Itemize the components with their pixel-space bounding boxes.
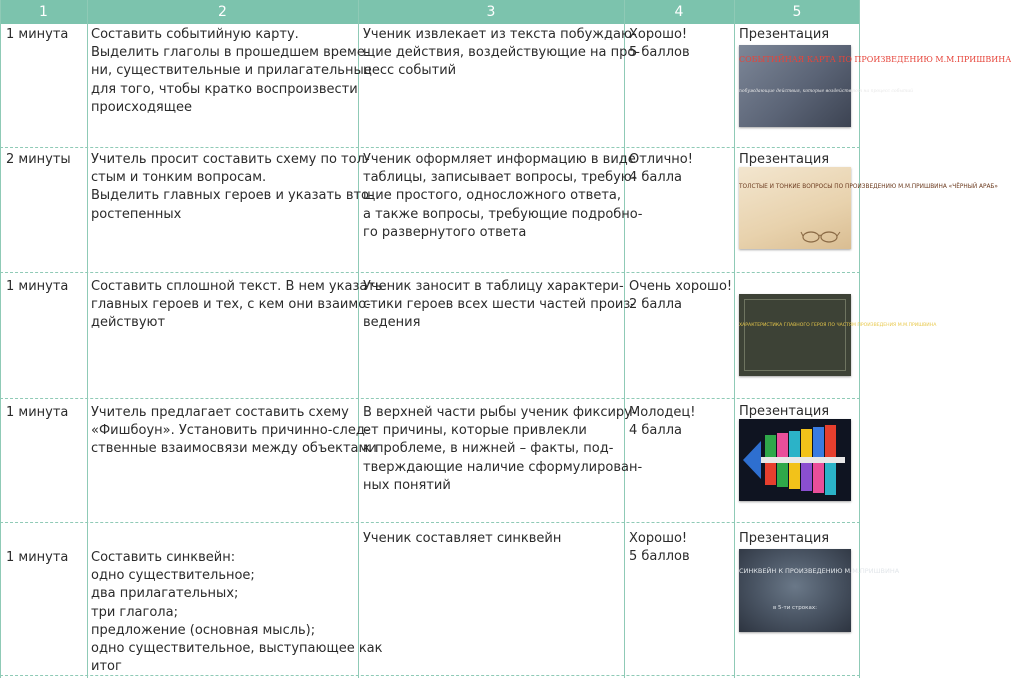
- slide-title-line: ХАРАКТЕРИСТИКА ГЛАВНОГО ГЕРОЯ: [739, 323, 827, 328]
- glasses-icon: [801, 227, 841, 245]
- grid-vline: [734, 0, 735, 678]
- slide-subtitle: [739, 89, 914, 95]
- text-line: го развернутого ответа: [363, 224, 527, 240]
- header-col-3: 3: [486, 4, 496, 20]
- grid-vline: [87, 0, 88, 678]
- grade-text: Хорошо!: [629, 531, 688, 546]
- slide-subtitle-line: в 5-ти строках:: [773, 605, 817, 611]
- slide-title-line: М.М.ПРИШВИНА: [844, 567, 900, 575]
- text-line: одно существительное, выступающее как: [91, 641, 383, 657]
- row-4-time: 1 минута: [6, 405, 69, 420]
- row-2-grade: [629, 151, 693, 187]
- table-header: [0, 0, 860, 24]
- slide-title-line: М.М.ПРИШВИНА: [935, 55, 1011, 64]
- row-1-student-action: [363, 26, 640, 81]
- row-5-student-action: [363, 530, 561, 548]
- text-line: Составить сплошной текст. В нем указать: [91, 279, 383, 294]
- text-line: ни, существительные и прилагательные: [91, 63, 372, 79]
- text-line: Ученик оформляет информацию в виде: [363, 152, 636, 167]
- slide-subtitle-line: побуждающие действия, которые: [739, 89, 825, 94]
- fishbone-bar: [789, 431, 800, 457]
- text-line: для того, чтобы кратко воспроизвести: [91, 81, 358, 97]
- text-line: три глагола;: [91, 604, 178, 620]
- grid-vline: [624, 0, 625, 678]
- grade-text: Молодец!: [629, 405, 696, 420]
- text-line: Ученик заносит в таблицу характери-: [363, 279, 624, 294]
- slide-title-line: ПО ЧАСТЯМ ПРОИЗВЕДЕНИЯ: [827, 323, 897, 328]
- row-4-resource-label: Презентация: [739, 404, 830, 419]
- text-line: стики героев всех шести частей произ-: [363, 297, 635, 313]
- grade-text: Хорошо!: [629, 27, 688, 42]
- text-line: предложение (основная мысль);: [91, 622, 316, 638]
- text-line: Ученик извлекает из текста побуждаю-: [363, 27, 637, 42]
- fishbone-bar: [765, 463, 776, 485]
- text-line: ет причины, которые привлекли: [363, 423, 587, 439]
- slide-thumbnail-cinquain[interactable]: [739, 549, 900, 632]
- text-line: Ученик составляет синквейн: [363, 531, 562, 546]
- text-line: тверждающие наличие сформулирован-: [363, 459, 643, 475]
- slide-title: [739, 567, 900, 576]
- text-line: щие действия, воздействующие на про-: [363, 45, 640, 61]
- row-5-teacher-action: [91, 549, 383, 676]
- slide-title-line: ПО ПРОИЗВЕДЕНИЮ: [838, 55, 933, 64]
- row-2-time: 2 минуты: [6, 152, 71, 167]
- points-text: 4 балла: [629, 423, 682, 439]
- text-line: ростепенных: [91, 206, 182, 222]
- grade-text: Отлично!: [629, 152, 693, 167]
- row-2-resource-label: Презентация: [739, 152, 830, 167]
- text-line: Выделить глаголы в прошедшем време-: [91, 45, 370, 61]
- slide-title-line: ВОПРОСЫ ПО ПРОИЗВЕДЕНИЮ: [802, 184, 897, 190]
- row-3-time: 1 минута: [6, 279, 69, 294]
- fishbone-bar: [813, 463, 824, 493]
- fish-spine: [761, 457, 845, 463]
- text-line: Выделить главных героев и указать вто-: [91, 188, 374, 204]
- fishbone-bar: [801, 429, 812, 457]
- slide-thumbnail-questions[interactable]: [739, 167, 998, 249]
- fishbone-bar: [777, 433, 788, 457]
- points-text: 5 баллов: [629, 549, 690, 565]
- row-1-grade: [629, 26, 690, 62]
- fishbone-bar: [765, 435, 776, 457]
- slide-title-line: «ЧЁРНЫЙ АРАБ»: [948, 184, 998, 190]
- fishbone-bar: [801, 463, 812, 491]
- text-line: действуют: [91, 315, 166, 331]
- row-3-grade: [629, 278, 732, 314]
- text-line: таблицы, записывает вопросы, требую-: [363, 170, 637, 186]
- row-divider: [0, 147, 860, 148]
- text-line: Учитель предлагает составить схему: [91, 405, 349, 420]
- row-2-teacher-action: [91, 151, 374, 224]
- slide-title-line: М.М.ПРИШВИНА: [898, 184, 947, 190]
- text-line: Составить синквейн:: [91, 550, 236, 565]
- header-col-2: 2: [218, 4, 227, 20]
- grid-vline: [859, 0, 860, 678]
- points-text: 4 балла: [629, 170, 682, 186]
- row-1-resource-label: Презентация: [739, 27, 830, 42]
- points-text: 5 баллов: [629, 45, 690, 61]
- row-1-teacher-action: [91, 26, 372, 117]
- header-col-5: 5: [792, 4, 802, 20]
- slide-title-line: СИНКВЕЙН: [739, 567, 777, 575]
- text-line: два прилагательных;: [91, 586, 239, 602]
- slide-subtitle: [739, 605, 851, 612]
- row-3-student-action: [363, 278, 635, 333]
- row-1-time: 1 минута: [6, 27, 69, 42]
- text-line: ных понятий: [363, 477, 451, 493]
- row-3-teacher-action: [91, 278, 383, 333]
- text-line: одно существительное;: [91, 568, 255, 584]
- row-5-time: 1 минута: [6, 550, 69, 565]
- slide-title-line: М.М.ПРИШВИНА: [897, 323, 937, 328]
- fishbone-bar: [813, 427, 824, 457]
- row-4-grade: [629, 404, 695, 440]
- text-line: итог: [91, 659, 122, 675]
- text-line: ведения: [363, 315, 421, 331]
- text-line: стым и тонким вопросам.: [91, 170, 267, 186]
- text-line: происходящее: [91, 99, 192, 115]
- slide-thumbnail-fishbone[interactable]: [739, 419, 851, 501]
- slide-thumbnail-hero-characteristics[interactable]: [739, 294, 937, 376]
- row-divider: [0, 522, 860, 523]
- slide-title-line: К ПРОИЗВЕДЕНИЮ: [778, 567, 843, 575]
- slide-title-line: СОБЫТИЙНАЯ КАРТА: [739, 55, 836, 64]
- slide-subtitle-line: воздействуют на процесс событий: [825, 89, 914, 94]
- fishbone-bar: [789, 463, 800, 489]
- header-col-4: 4: [674, 4, 684, 20]
- fishbone-bar: [825, 425, 836, 457]
- text-line: щие простого, односложного ответа,: [363, 188, 621, 204]
- text-line: Учитель просит составить схему по тол-: [91, 152, 370, 167]
- fishbone-bar: [825, 463, 836, 495]
- text-line: Составить событийную карту.: [91, 27, 299, 42]
- text-line: ственные взаимосвязи между объектами: [91, 441, 377, 457]
- points-text: 2 балла: [629, 297, 682, 313]
- grid-vline: [0, 0, 1, 678]
- grade-text: Очень хорошо!: [629, 279, 733, 294]
- text-line: «Фишбоун». Установить причинно-след-: [91, 423, 370, 439]
- slide-title: [739, 55, 1011, 64]
- row-5-grade: [629, 530, 690, 566]
- slide-title: [739, 322, 937, 330]
- row-5-resource-label: Презентация: [739, 531, 830, 546]
- fishbone-bar: [777, 463, 788, 487]
- row-2-student-action: [363, 151, 642, 242]
- row-divider: [0, 398, 860, 399]
- slide-title-line: ТОЛСТЫЕ И ТОНКИЕ: [739, 184, 801, 190]
- row-4-student-action: [363, 404, 642, 495]
- slide-frame: [744, 299, 846, 371]
- text-line: В верхней части рыбы ученик фиксиру-: [363, 405, 637, 420]
- text-line: цесс событий: [363, 63, 457, 79]
- fishbone-diagram: [739, 419, 851, 501]
- slide-title: [739, 183, 998, 191]
- row-divider: [0, 272, 860, 273]
- fish-head: [743, 441, 761, 479]
- row-4-teacher-action: [91, 404, 377, 459]
- text-line: а также вопросы, требующие подробно-: [363, 206, 643, 222]
- slide-thumbnail-event-map[interactable]: [739, 45, 1011, 127]
- text-line: к проблеме, в нижней – факты, под-: [363, 441, 614, 457]
- header-col-1: 1: [39, 4, 48, 20]
- text-line: главных героев и тех, с кем они взаимо-: [91, 297, 371, 313]
